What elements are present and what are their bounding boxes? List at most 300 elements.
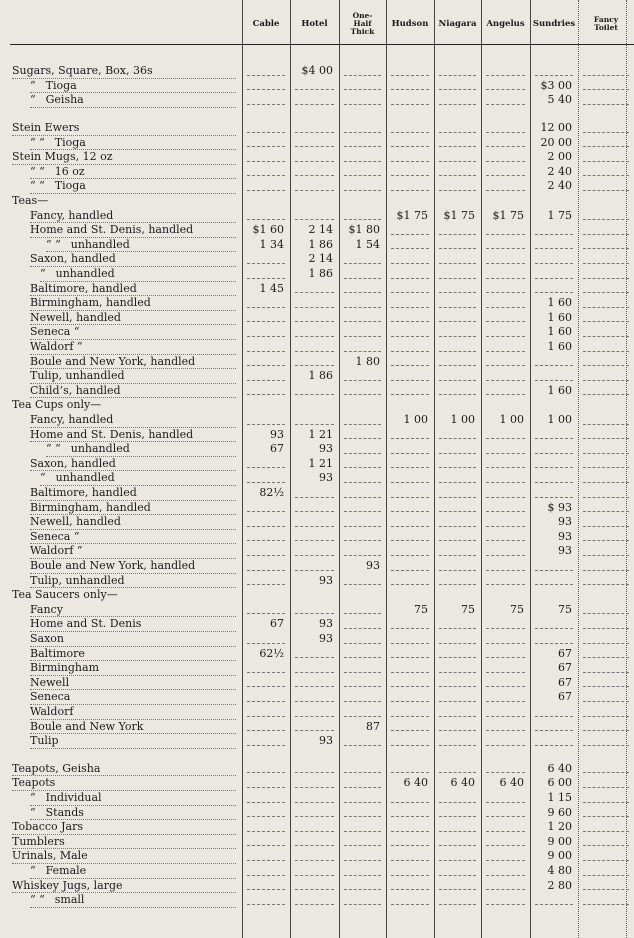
price-cell-half <box>339 588 386 603</box>
price-cell-angelus <box>481 282 530 297</box>
price-cell-fancy <box>578 864 634 879</box>
price-cell-angelus <box>481 238 530 253</box>
column-header-angelus: Angelus <box>486 18 525 29</box>
table-row <box>0 864 634 879</box>
table-row <box>0 369 634 384</box>
price-cell-hotel <box>290 762 339 777</box>
item-name: Birmingham, handled <box>30 296 151 310</box>
table-row <box>0 79 634 94</box>
table-row <box>0 720 634 735</box>
price-cell-cable <box>242 150 290 165</box>
item-label <box>30 734 240 749</box>
section-heading-row <box>0 194 634 209</box>
price-cell-hudson <box>386 530 434 545</box>
table-row <box>0 632 634 647</box>
price-cell-angelus <box>481 325 530 340</box>
item-label <box>30 574 240 589</box>
price-cell-hotel <box>290 820 339 835</box>
price-cell-fancy <box>578 603 634 618</box>
price-cell-sundries: $ 93 <box>547 500 572 514</box>
price-cell-hudson <box>386 632 434 647</box>
column-header-hudson: Hudson <box>391 18 429 29</box>
price-cell-angelus <box>481 457 530 472</box>
item-name: Stein Ewers <box>12 120 80 134</box>
price-cell-fancy <box>578 661 634 676</box>
item-label <box>30 457 240 472</box>
price-cell-fancy <box>578 121 634 136</box>
price-cell-half <box>339 311 386 326</box>
price-cell-half <box>339 835 386 850</box>
price-cell-angelus <box>481 355 530 370</box>
table-row <box>0 574 634 589</box>
price-cell-sundries <box>530 705 578 720</box>
item-name: Home and St. Denis, handled <box>30 427 194 441</box>
price-cell-sundries: 2 00 <box>547 150 572 164</box>
price-cell-hudson <box>386 574 434 589</box>
price-cell-niagara: 1 00 <box>450 412 475 426</box>
price-cell-angelus <box>481 676 530 691</box>
item-label <box>30 384 240 399</box>
price-cell-fancy <box>578 93 634 108</box>
price-cell-angelus <box>481 835 530 850</box>
price-cell-sundries <box>530 632 578 647</box>
price-cell-fancy <box>578 325 634 340</box>
price-cell-sundries <box>530 369 578 384</box>
price-cell-hudson <box>386 559 434 574</box>
price-cell-fancy <box>578 617 634 632</box>
price-cell-fancy <box>578 179 634 194</box>
ditto-mark: “ “ <box>30 164 45 178</box>
item-name: unhandled <box>55 266 115 280</box>
item-label <box>12 121 240 136</box>
price-cell-fancy <box>578 252 634 267</box>
price-cell-hudson <box>386 661 434 676</box>
price-cell-angelus <box>481 223 530 238</box>
price-cell-hotel <box>290 209 339 224</box>
item-name: Urinals, Male <box>12 849 88 863</box>
price-cell-sundries: 67 <box>558 690 572 704</box>
table-row <box>0 384 634 399</box>
price-cell-hotel: 2 14 <box>308 252 333 266</box>
price-cell-hotel: 1 21 <box>308 456 333 470</box>
price-cell-angelus <box>481 79 530 94</box>
price-cell-fancy <box>578 776 634 791</box>
price-cell-angelus <box>481 64 530 79</box>
price-cell-cable <box>242 325 290 340</box>
price-cell-angelus <box>481 165 530 180</box>
price-cell-half <box>339 442 386 457</box>
item-label <box>30 209 240 224</box>
price-cell-angelus <box>481 647 530 662</box>
ditto-mark: “ <box>40 471 46 485</box>
price-cell-hudson <box>386 136 434 151</box>
price-cell-fancy <box>578 442 634 457</box>
price-cell-hotel <box>290 413 339 428</box>
price-cell-fancy <box>578 530 634 545</box>
price-cell-niagara <box>434 632 481 647</box>
price-cell-half <box>339 515 386 530</box>
price-cell-angelus <box>481 136 530 151</box>
item-label <box>12 879 240 894</box>
item-label <box>30 413 240 428</box>
price-cell-niagara <box>434 442 481 457</box>
price-cell-niagara <box>434 369 481 384</box>
price-cell-half <box>339 340 386 355</box>
price-cell-fancy <box>578 369 634 384</box>
price-cell-sundries: 67 <box>558 661 572 675</box>
price-cell-fancy <box>578 690 634 705</box>
price-cell-sundries: 2 40 <box>547 164 572 178</box>
item-name: Newell, handled <box>30 310 121 324</box>
price-cell-half <box>339 428 386 443</box>
price-cell-sundries: 1 00 <box>547 412 572 426</box>
price-cell-angelus <box>481 879 530 894</box>
item-label <box>30 501 240 516</box>
price-cell-hotel <box>290 530 339 545</box>
price-cell-fancy <box>578 471 634 486</box>
price-cell-fancy <box>578 296 634 311</box>
item-label <box>30 252 240 267</box>
price-cell-fancy <box>578 647 634 662</box>
item-label <box>30 179 240 194</box>
price-cell-niagara <box>434 806 481 821</box>
item-label <box>12 762 240 777</box>
price-cell-fancy <box>578 457 634 472</box>
table-row <box>0 690 634 705</box>
table-row <box>0 486 634 501</box>
price-cell-half <box>339 136 386 151</box>
price-cell-niagara <box>434 311 481 326</box>
price-cell-sundries: 75 <box>558 602 572 616</box>
price-cell-hudson <box>386 647 434 662</box>
item-name: Waldorf <box>30 704 74 718</box>
price-cell-niagara <box>434 165 481 180</box>
price-cell-hudson <box>386 806 434 821</box>
price-cell-hudson <box>386 762 434 777</box>
price-cell-niagara <box>434 791 481 806</box>
price-cell-sundries: 9 00 <box>547 849 572 863</box>
price-cell-cable <box>242 690 290 705</box>
price-cell-half <box>339 267 386 282</box>
price-cell-angelus <box>481 661 530 676</box>
price-cell-fancy <box>578 398 634 413</box>
price-cell-niagara <box>434 893 481 908</box>
price-cell-sundries: 9 60 <box>547 805 572 819</box>
price-cell-sundries: 1 60 <box>547 296 572 310</box>
price-cell-half <box>339 486 386 501</box>
price-cell-cable <box>242 267 290 282</box>
item-label <box>30 720 240 735</box>
price-cell-hudson <box>386 150 434 165</box>
price-cell-half <box>339 617 386 632</box>
price-cell-hotel <box>290 93 339 108</box>
table-row <box>0 734 634 749</box>
price-cell-niagara <box>434 864 481 879</box>
table-row <box>0 121 634 136</box>
item-name: Tioga <box>45 78 77 92</box>
table-row <box>0 791 634 806</box>
price-cell-cable: 93 <box>270 427 284 441</box>
price-cell-niagara <box>434 282 481 297</box>
section-heading-row <box>0 588 634 603</box>
price-cell-hotel <box>290 705 339 720</box>
item-label <box>40 267 240 282</box>
table-row <box>0 252 634 267</box>
ditto-mark: “ <box>30 805 36 819</box>
item-label <box>30 647 240 662</box>
price-cell-hotel <box>290 661 339 676</box>
price-cell-angelus <box>481 369 530 384</box>
price-cell-hudson <box>386 369 434 384</box>
price-cell-hotel: 1 86 <box>308 266 333 280</box>
price-cell-hudson <box>386 879 434 894</box>
table-row <box>0 835 634 850</box>
price-cell-niagara <box>434 647 481 662</box>
price-cell-half <box>339 647 386 662</box>
price-cell-hudson <box>386 340 434 355</box>
price-cell-hotel <box>290 121 339 136</box>
price-cell-sundries <box>530 457 578 472</box>
price-cell-fancy <box>578 150 634 165</box>
item-label <box>12 194 240 209</box>
price-cell-niagara <box>434 849 481 864</box>
price-cell-niagara <box>434 879 481 894</box>
item-name: Birmingham <box>30 661 100 675</box>
price-cell-niagara <box>434 705 481 720</box>
table-row <box>0 471 634 486</box>
price-cell-hudson <box>386 355 434 370</box>
price-cell-cable <box>242 893 290 908</box>
price-cell-niagara <box>434 79 481 94</box>
price-cell-hotel: $4 00 <box>301 64 333 77</box>
item-name: Boule and New York <box>30 719 144 733</box>
price-cell-sundries <box>530 398 578 413</box>
price-cell-fancy <box>578 588 634 603</box>
price-cell-half <box>339 690 386 705</box>
price-cell-fancy <box>578 705 634 720</box>
item-label <box>30 165 240 180</box>
item-name: Fancy, handled <box>30 412 114 426</box>
item-label <box>30 661 240 676</box>
item-name: Home and St. Denis <box>30 617 142 631</box>
price-cell-half <box>339 893 386 908</box>
price-cell-half <box>339 64 386 79</box>
price-cell-half <box>339 150 386 165</box>
price-cell-hudson <box>386 252 434 267</box>
item-label <box>30 603 240 618</box>
price-cell-fancy <box>578 762 634 777</box>
table-row <box>0 559 634 574</box>
price-cell-sundries <box>530 734 578 749</box>
table-row <box>0 93 634 108</box>
item-name: unhandled <box>55 471 115 485</box>
price-cell-half <box>339 93 386 108</box>
table-row <box>0 820 634 835</box>
price-cell-sundries <box>530 355 578 370</box>
price-cell-hotel <box>290 647 339 662</box>
price-cell-fancy <box>578 806 634 821</box>
price-cell-cable <box>242 93 290 108</box>
price-cell-half <box>339 632 386 647</box>
price-cell-hudson <box>386 398 434 413</box>
table-row <box>0 442 634 457</box>
price-cell-half <box>339 325 386 340</box>
item-name: 16 oz <box>54 164 85 178</box>
price-cell-hotel <box>290 325 339 340</box>
price-cell-hudson <box>386 79 434 94</box>
price-cell-angelus <box>481 632 530 647</box>
price-cell-half <box>339 384 386 399</box>
price-cell-hotel: 1 86 <box>308 369 333 383</box>
price-cell-angelus <box>481 398 530 413</box>
price-cell-cable <box>242 705 290 720</box>
price-cell-sundries <box>530 574 578 589</box>
price-cell-niagara <box>434 588 481 603</box>
table-row <box>0 530 634 545</box>
price-cell-hotel <box>290 849 339 864</box>
section-heading-row <box>0 398 634 413</box>
item-name: Teapots <box>12 776 56 790</box>
price-cell-fancy <box>578 413 634 428</box>
price-cell-fancy <box>578 720 634 735</box>
item-label <box>30 369 240 384</box>
price-cell-hudson <box>386 835 434 850</box>
price-cell-sundries: 1 60 <box>547 310 572 324</box>
item-label <box>30 223 240 238</box>
price-cell-half <box>339 179 386 194</box>
price-cell-hotel <box>290 136 339 151</box>
price-cell-cable <box>242 209 290 224</box>
price-cell-half <box>339 209 386 224</box>
price-cell-hotel <box>290 515 339 530</box>
item-label <box>12 820 240 835</box>
price-cell-half <box>339 282 386 297</box>
price-cell-hotel <box>290 296 339 311</box>
price-cell-angelus <box>481 296 530 311</box>
price-cell-cable <box>242 369 290 384</box>
price-cell-sundries: 9 00 <box>547 834 572 848</box>
item-label <box>30 428 240 443</box>
price-cell-niagara <box>434 355 481 370</box>
price-cell-niagara <box>434 820 481 835</box>
price-cell-cable <box>242 676 290 691</box>
price-cell-sundries <box>530 194 578 209</box>
price-cell-angelus <box>481 849 530 864</box>
price-cell-angelus <box>481 734 530 749</box>
price-cell-cable <box>242 79 290 94</box>
price-cell-hudson <box>386 720 434 735</box>
price-cell-hotel <box>290 311 339 326</box>
price-cell-angelus <box>481 340 530 355</box>
price-cell-sundries: 67 <box>558 646 572 660</box>
price-cell-fancy <box>578 209 634 224</box>
price-cell-hudson <box>386 893 434 908</box>
table-row <box>0 501 634 516</box>
table-row <box>0 879 634 894</box>
price-cell-hotel <box>290 864 339 879</box>
ditto-mark: “ “ <box>46 237 61 251</box>
table-row <box>0 165 634 180</box>
price-cell-cable <box>242 296 290 311</box>
price-cell-hudson <box>386 486 434 501</box>
column-header-hotel: Hotel <box>301 18 328 29</box>
price-cell-fancy <box>578 849 634 864</box>
price-cell-hudson <box>386 428 434 443</box>
price-cell-hudson <box>386 457 434 472</box>
table-row <box>0 762 634 777</box>
item-label <box>30 676 240 691</box>
ditto-mark: “ “ <box>30 893 45 907</box>
price-cell-cable: 1 34 <box>259 237 284 251</box>
price-cell-niagara <box>434 720 481 735</box>
price-cell-niagara <box>434 194 481 209</box>
item-name: Sugars, Square, Box, 36s <box>12 64 153 77</box>
table-row <box>0 282 634 297</box>
price-cell-angelus: 75 <box>510 602 524 616</box>
price-cell-hudson <box>386 849 434 864</box>
price-cell-hotel: 93 <box>319 617 333 631</box>
price-cell-half <box>339 501 386 516</box>
price-cell-angelus <box>481 179 530 194</box>
item-label <box>12 64 240 79</box>
price-cell-cable <box>242 734 290 749</box>
price-cell-sundries: 1 75 <box>547 208 572 222</box>
price-cell-cable <box>242 588 290 603</box>
price-cell-cable <box>242 791 290 806</box>
price-cell-half <box>339 806 386 821</box>
price-cell-fancy <box>578 676 634 691</box>
price-cell-fancy <box>578 223 634 238</box>
price-cell-hotel: 93 <box>319 471 333 485</box>
table-row <box>0 515 634 530</box>
price-cell-sundries <box>530 471 578 486</box>
price-cell-cable <box>242 879 290 894</box>
price-cell-niagara <box>434 835 481 850</box>
ditto-mark: “ “ <box>30 179 45 193</box>
price-cell-niagara <box>434 471 481 486</box>
item-label <box>12 150 240 165</box>
price-cell-hudson <box>386 223 434 238</box>
price-cell-cable <box>242 165 290 180</box>
price-cell-hudson <box>386 179 434 194</box>
item-name: Seneca “ <box>30 325 80 339</box>
item-name: Fancy <box>30 602 63 616</box>
price-cell-hudson <box>386 501 434 516</box>
price-cell-niagara <box>434 762 481 777</box>
table-row <box>0 603 634 618</box>
price-cell-half <box>339 762 386 777</box>
item-name: Boule and New York, handled <box>30 558 196 572</box>
price-cell-niagara <box>434 136 481 151</box>
item-name: Teapots, Geisha <box>12 761 101 775</box>
item-name: Boule and New York, handled <box>30 354 196 368</box>
price-cell-niagara <box>434 64 481 79</box>
price-cell-hudson <box>386 791 434 806</box>
item-label <box>30 486 240 501</box>
ditto-mark: “ <box>30 78 36 92</box>
price-cell-hotel <box>290 791 339 806</box>
item-label <box>30 559 240 574</box>
price-cell-cable: 67 <box>270 617 284 631</box>
item-label <box>40 471 240 486</box>
price-cell-angelus <box>481 428 530 443</box>
item-name: Birmingham, handled <box>30 500 151 514</box>
price-cell-niagara <box>434 661 481 676</box>
item-label <box>30 79 240 94</box>
table-row <box>0 209 634 224</box>
item-name: Baltimore, handled <box>30 485 137 499</box>
price-cell-fancy <box>578 820 634 835</box>
